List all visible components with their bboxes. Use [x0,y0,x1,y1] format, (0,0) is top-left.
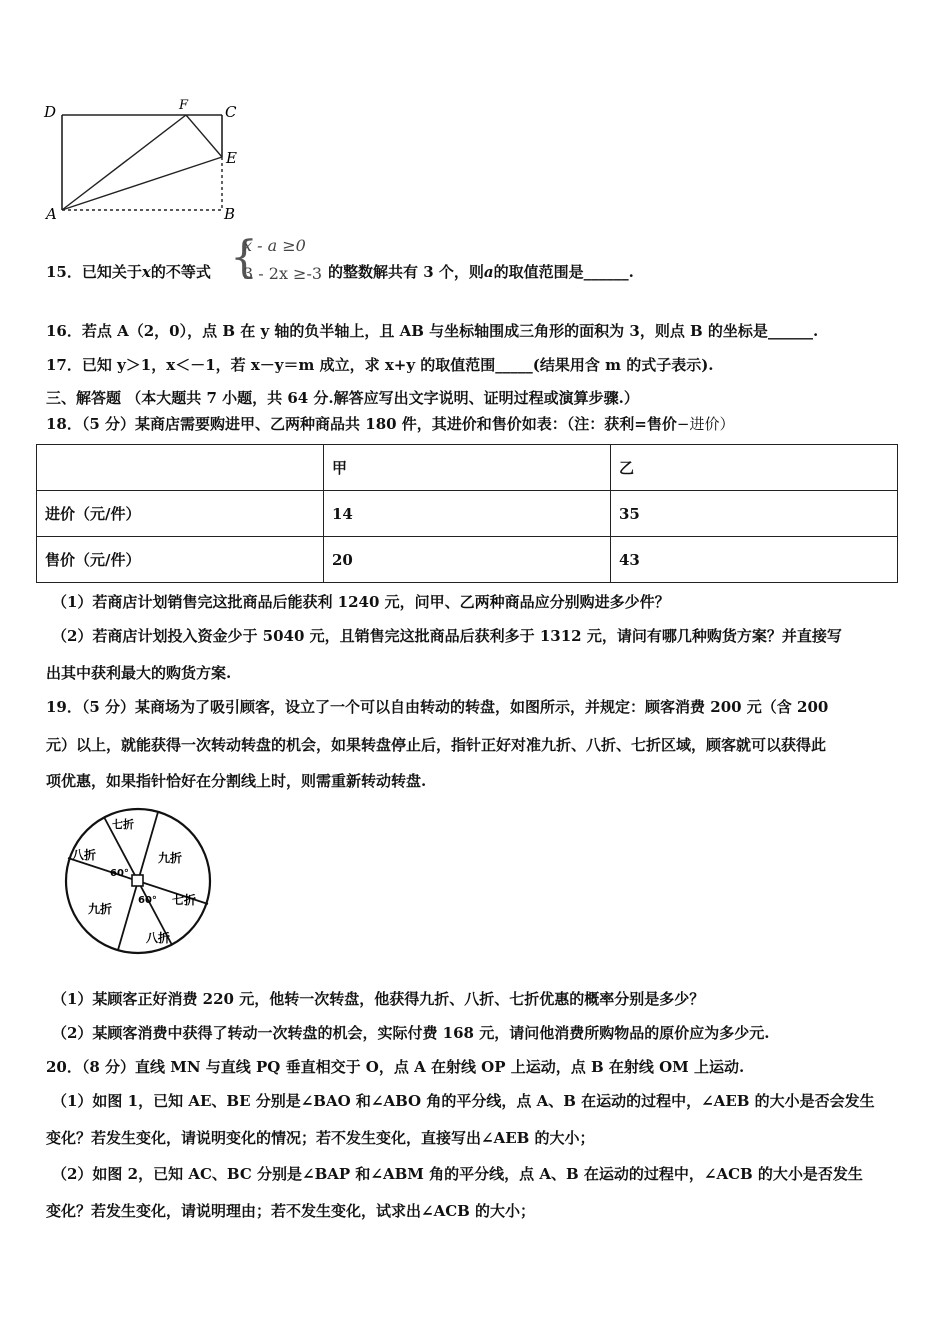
divider-line [138,812,158,881]
wheel-label: 九折 [88,902,113,916]
q20-part1-line2: 变化？若发生变化，请说明变化的情况；若不发生变化，直接写出∠AEB 的大小； [46,1129,595,1147]
q20-part2-line1: （2）如图 2，已知 AC、BC 分别是∠BAP 和∠ABM 角的平分线，点 A、B 在运动的过程中，∠ACB 的大小是否发生 [52,1165,863,1183]
wheel-label: 九折 [158,851,183,865]
question-18-stem [46,413,734,434]
q15-ineq-line2: 3 - 2x ≥-3 [243,264,323,283]
label-c: C [225,103,237,121]
section-heading: 三、解答题 （本大题共 7 小题，共 64 分.解答应写出文字说明、证明过程或演算步骤.） [46,389,639,407]
q20-part1-line1: （1）如图 1，已知 AE、BE 分别是∠BAO 和∠ABO 角的平分线，点 A、B 在运动的过程中，∠AEB 的大小是否会发生 [52,1092,875,1110]
q19-line1: 19．（5 分）某商场为了吸引顾客，设立了一个可以自由转动的转盘，如图所示，并规定：顾客消费 200 元（含 200 [46,698,829,716]
q15-tail: 的取值范围是______. [493,263,634,281]
q18-stem: 18．（5 分）某商店需要购进甲、乙两种商品共 180 件，其进价和售价如表：（注：获利=售价 [46,415,677,433]
label-d: D [44,103,57,121]
label-f: F [179,98,189,113]
q18-part1: （1）若商店计划销售完这批商品后能获利 1240 元，问甲、乙两种商品应分别购进多少件？ [52,593,670,611]
q18-part2-line2: 出其中获利最大的购货方案. [46,664,232,682]
segment-af [62,115,186,210]
brace-icon: { [230,232,258,283]
pointer-square-icon [132,875,143,886]
table-header-cell: 甲 [324,445,611,491]
q18-stem-tail: −进价） [676,415,735,433]
q20-part2-line2: 变化？若发生变化，请说明理由；若不发生变化，试求出∠ACB 的大小； [46,1202,536,1220]
question-16: 16．若点 A（2，0），点 B 在 y 轴的负半轴上，且 AB 与坐标轴围成三角形的面积为 3，则点 B 的坐标是______. [46,322,819,340]
label-e: E [226,149,237,167]
wheel-label: 七折 [112,818,134,831]
q15-prefix: 15．已知关于 [46,263,142,281]
q15-var-x: x [141,263,151,281]
table-cell: 35 [611,491,898,537]
label-a: A [46,205,57,223]
table-header-row [37,445,898,491]
angle-label: 60° [110,868,129,879]
angle-label: 60° [138,895,157,906]
table-cell: 20 [324,537,611,583]
q19-part2: （2）某顾客消费中获得了转动一次转盘的机会，实际付费 168 元，请问他消费所购物品的原价应为多少元. [52,1024,770,1042]
q15-var-a: a [483,263,494,281]
q19-line2: 元）以上，就能获得一次转动转盘的机会，如果转盘停止后，指针正好对准九折、八折、七折区域，顾客就可以获得此 [46,736,827,754]
segment-ae [62,157,222,210]
q18-part2-line1: （2）若商店计划投入资金少于 5040 元，且销售完这批商品后获利多于 1312 元，请问有哪几种购货方案？并直接写 [52,627,842,645]
table-header-cell: 乙 [611,445,898,491]
price-table [36,444,898,583]
question-17: 17．已知 y＞1，x＜－1，若 x－y＝m 成立，求 x+y 的取值范围_____(结果用含 m 的式子表示). [46,356,714,374]
spinner-wheel [60,804,216,956]
q20-stem: 20．（8 分）直线 MN 与直线 PQ 垂直相交于 O，点 A 在射线 OP 上运动，点 B 在射线 OM 上运动. [46,1058,745,1076]
table-row [37,491,898,537]
q15-suffix: 的整数解共有 3 个，则 [328,263,484,281]
divider-line [118,881,138,950]
table-cell: 43 [611,537,898,583]
q15-ineq-line1: x - a ≥0 [243,236,306,255]
wheel-label: 八折 [72,848,97,862]
table-header-cell [37,445,324,491]
table-cell: 售价（元/件） [37,537,324,583]
table-cell: 进价（元/件） [37,491,324,537]
segment-fe [186,115,222,157]
q19-line3: 项优惠，如果指针恰好在分割线上时，则需重新转动转盘. [46,772,427,790]
wheel-label: 七折 [172,893,197,907]
rectangle-figure [40,95,250,225]
table-cell: 14 [324,491,611,537]
table-row [37,537,898,583]
q19-part1: （1）某顾客正好消费 220 元，他转一次转盘，他获得九折、八折、七折优惠的概率分别是多少？ [52,990,705,1008]
wheel-label: 八折 [146,931,171,945]
label-b: B [224,205,236,223]
q15-middle: 的不等式 [150,263,211,281]
